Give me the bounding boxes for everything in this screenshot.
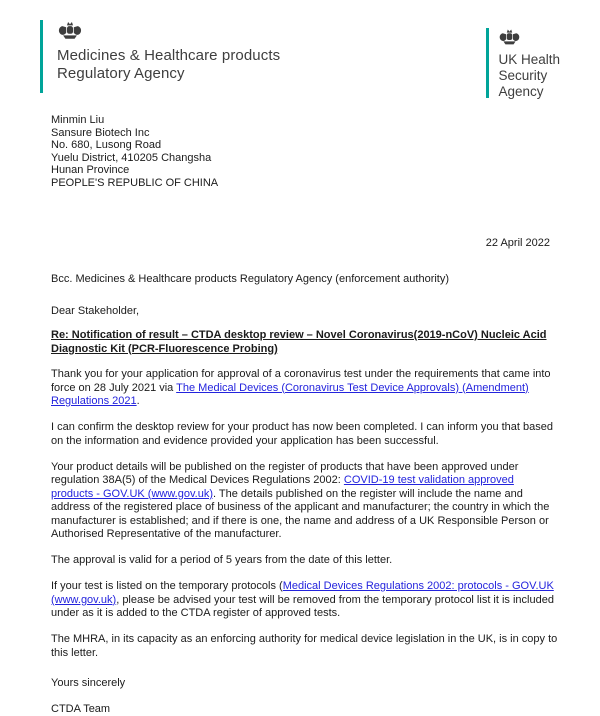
recipient-address-line: Minmin Liu [51,114,105,126]
letter-paragraph [51,554,558,568]
mhra-logo-text [57,47,280,83]
letter-paragraph [51,580,558,621]
subject-text: Re: Notification of result – CTDA desktop review – Novel Coronavirus(2019-nCoV) Nucleic Acid Diagnostic Kit (PCR-Fluorescence Probing) [51,329,547,355]
royal-crest-icon [498,28,521,48]
recipient-address-line: Hunan Province [51,164,130,177]
ukhsa-logo-line: Security [498,68,548,83]
bcc-line: Bcc. Medicines & Healthcare products Regulatory Agency (enforcement authority) [51,273,450,286]
recipient-address-block [51,114,558,190]
mhra-logo-line1: Medicines & Healthcare products [57,47,281,64]
salutation: Dear Stakeholder, [51,304,140,317]
ukhsa-logo-line: UK Health [498,52,560,67]
paragraph-text: I can confirm the desktop review for your product has now been completed. I can inform you that based on the information and evidence provided your application has been successful. [51,421,553,447]
ukhsa-logo-text [498,52,560,100]
paragraph-text: The MHRA, in its capacity as an enforcing authority for medical device legislation in the UK, is in copy to this letter. [51,633,558,659]
paragraph-text: The approval is valid for a period of 5 years from the date of this letter. [51,554,393,567]
recipient-address-line: PEOPLE'S REPUBLIC OF CHINA [51,176,219,189]
letter-date: 22 April 2022 [485,236,550,249]
recipient-address-line: Yuelu District, 410205 Changsha [51,151,212,164]
hyperlink[interactable]: The Medical Devices (Coronavirus Test Device Approvals) (Amendment) Regulations 2021 [51,381,529,408]
paragraph-text: . The details published on the register will include the name and address of the registered place of business of the applicant and manufacturer; the country in which the manufacturer is established; and if there is one, the name and address of a UK Responsible Person or Authorised Representative of the manufacturer. [51,487,550,541]
recipient-address-line: Sansure Biotech Inc [51,126,150,139]
letter-date-row [51,237,558,251]
ukhsa-logo-line: Agency [498,84,544,99]
letter-paragraph [51,421,558,448]
paragraph-text: Your product details will be published on the register of products that have been approved under regulation 38A(5) of the Medical Devices Regulations 2002: [51,460,519,487]
paragraph-text: . [136,395,140,408]
paragraph-text: Thank you for your application for approval of a coronavirus test under the requirements that came into force on 28 July 2021 via [51,368,551,394]
hyperlink[interactable]: COVID-19 test validation approved products - GOV.UK (www.gov.uk) [51,474,514,500]
mhra-logo-line2: Regulatory Agency [57,65,185,82]
letter-header [0,0,600,100]
mhra-logo [40,20,280,93]
hyperlink[interactable]: Medical Devices Regulations 2002: protocols - GOV.UK (www.gov.uk) [51,580,554,606]
letter-paragraph [51,633,558,660]
subject-line [51,329,558,356]
paragraph-text: , please be advised your test will be removed from the temporary protocol list it is included under as it is added to the CTDA register of approved tests. [51,593,554,620]
signature: CTDA Team [51,702,111,715]
royal-crest-icon [57,20,83,43]
letter-paragraph [51,461,558,542]
letter-paragraphs [51,368,558,660]
letter-paragraph [51,368,558,409]
recipient-address-line: No. 680, Lusong Road [51,139,162,152]
paragraph-text: If your test is listed on the temporary protocols ( [51,580,283,593]
valediction: Yours sincerely [51,677,126,690]
letter-body [0,114,600,716]
ukhsa-logo [486,28,560,100]
